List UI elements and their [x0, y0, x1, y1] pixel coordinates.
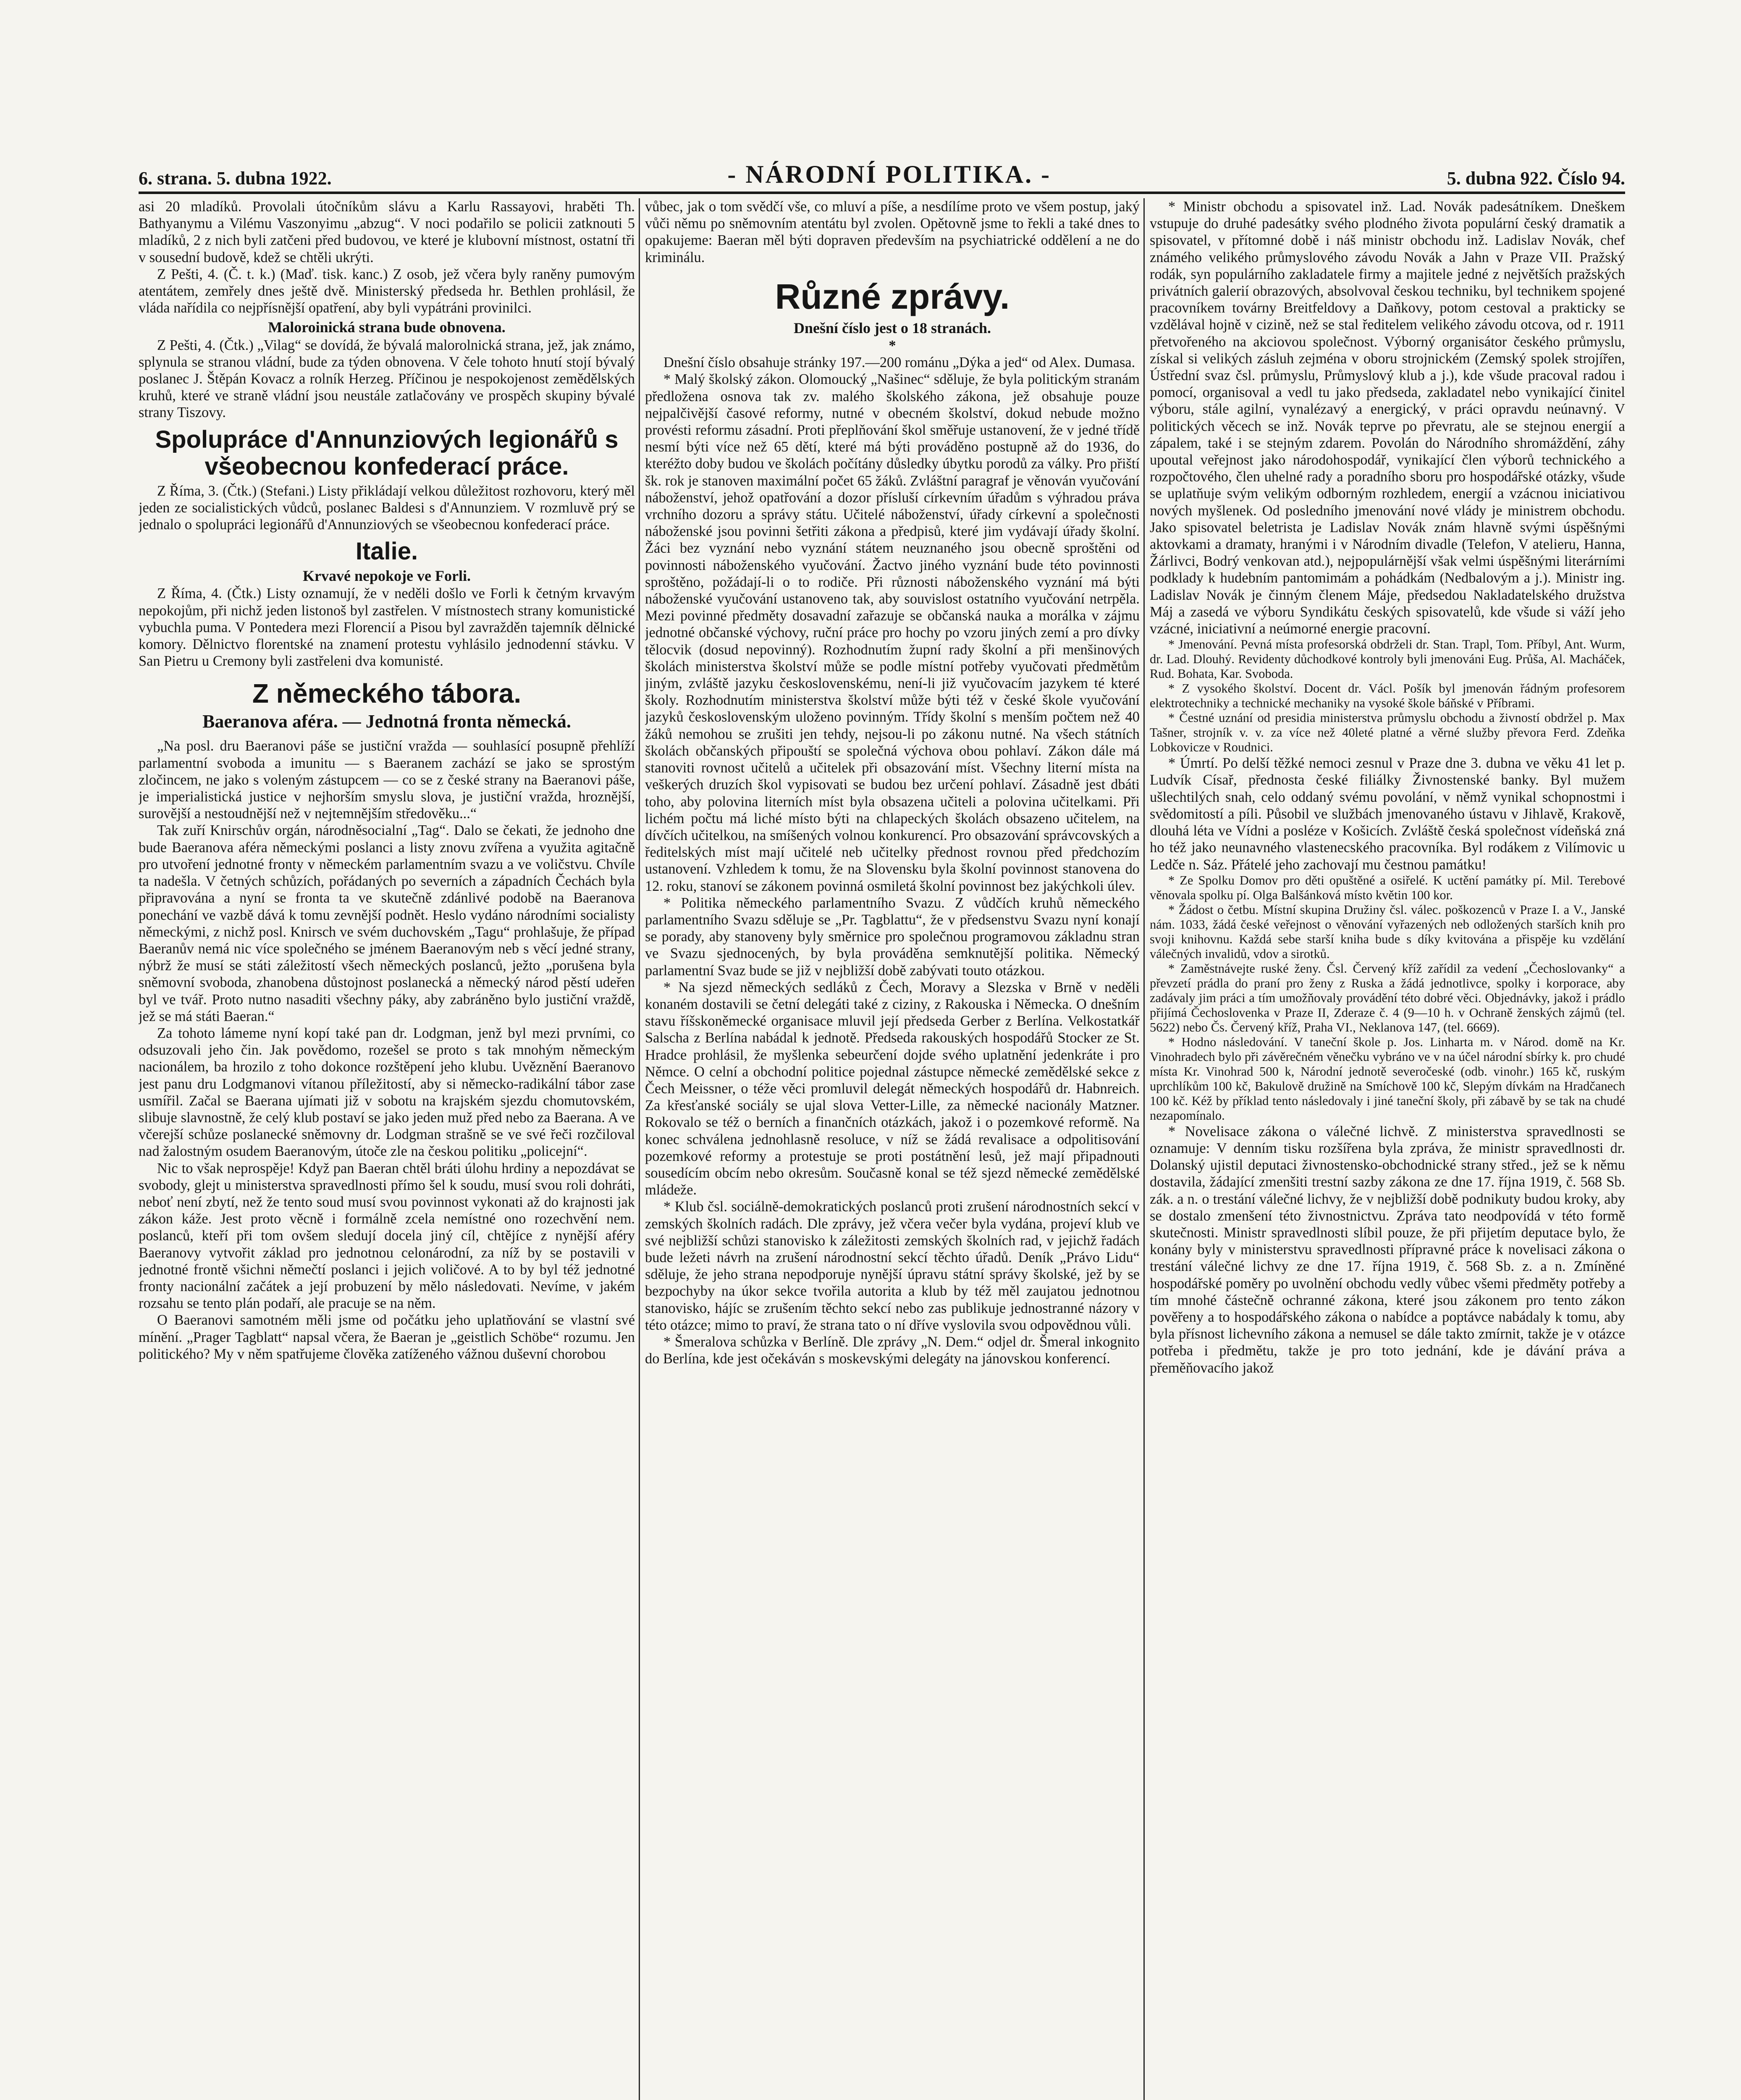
masthead-issue-right: 5. dubna 922. Číslo 94. — [1447, 168, 1625, 189]
subheadline-cislo-stranach: Dnešní číslo jest o 18 stranách. — [794, 319, 991, 336]
article-text: * Jmenování. Pevná místa profesorská obdrželi dr. Stan. Trapl, Tom. Příbyl, Ant. Wurm, dr. Lad. Dlouhý. Revidenty důchodkové kontroly byli jmenováni Eug. Průša, Al. Macháček, Rud. Bohata, Kar. Svoboda. — [1150, 637, 1625, 681]
column-1 — [139, 198, 635, 2100]
headline-italie: Italie. — [355, 538, 418, 565]
headline-ruzne-zpravy: Různé zprávy. — [775, 276, 1010, 316]
masthead-rule — [139, 192, 1625, 194]
article-text: * Malý školský zákon. Olomoucký „Našinec“ sděluje, že byla politickým stranám předložena osnova tak zv. malého školského zákona, jež obsahuje pouze nejpalčivější časové reformy, nutné v obecném školství, dokud nebude možno provésti reformu zásadní. Proti přeplňování škol směřuje ustanovení, že v jedné třídě nesmí býti více než 65 dětí, které má býti prováděno postupně až do 1936, do kteréžto doby budou ve školách počítány důsledky úbytku porodů za války. Pro přiští šk. rok je stanoven maximální počet 65 žáků. Zvláštní paragraf je věnován vyučování náboženství, jehož opatřování a dozor přísluší církevním úřadům s výhradou práva vrchního dozoru a správy státu. Učitelé náboženství, úřady církevní a společnosti náboženské jsou povinni šetřiti zákona a předpisů, které jim vydávají úřady školní. Žáci bez vyznání nebo vyznání státem neuznaného jsou obecně sproštěni od povinnosti náboženského vyučování. Žactvo jiného vyznání bude této povinnosti sproštěno, požádají-li o to rodiče. Při různosti náboženského vyznání má býti náboženské vyučování ustanoveno tak, aby souvislost ostatního vyučování netrpěla. Mezi povinné předměty dosavadní zařazuje se občanská nauka a morálka v zájmu jednotné občanské výchovy, ruční práce pro hochy po vzoru jiných zemí a pro dívky tělocvik (dosud nepovinný). Rozhodnutím župní rady školní a při menšinových školách ministerstva školství může se podle místní potřeby vyučovati předmětům jiným, zvláště jazyku československému, není-li již vyučovacím jazykem té které školy. Rozhodnutím ministerstva školství může býti též v české škole vyučování jazyků československým uloženo povinným. Třídy školní s menším počtem než 40 žáků nemohou se zrušiti jen tehdy, nejsou-li po zákonu nutné. Na všech státních školách občanských připouští se společná výchova obou pohlaví. Zákon dále má stanoviti rovnost učitelů a učitelek při obsazování míst. Všechny literní místa na veškerých druzích škol vypisovati se budou bez určení pohlaví. Zásadně jest dbáti toho, aby polovina literních míst byla obsazena učiteli a polovina učitelkami. Při lichém počtu má liché místo býti na chlapeckých školách obsazeno učitelem, na dívčích učitelkou, na smíšených volnou konkurencí. Pro obsazování správcovských a ředitelských míst mají učitelé neb učitelky přednost rovnou před předchozím ustanovení. Vzhledem k tomu, že na Slovensku byla školní povinnost stanovena do 12. roku, stanoví se zákonem povinná osmiletá školní povinnost bez jakýchkoli úlev. — [645, 371, 1140, 894]
article-text: O Baeranovi samotném měli jsme od počátku jeho uplatňování se vlastní své mínění. „Prager Tagblatt“ napsal včera, že Baeran je „geistlich Schöbe“ rozumu. Jen politického? My v něm spatřujeme člověka zatíženého vážnou duševní chorobou — [139, 1312, 635, 1362]
article-text: * Zaměstnávejte ruské ženy. Čsl. Červený kříž zařídil za vedení „Čechoslovanky“ a převzetí prádla do praní pro ženy z Ruska a žádá jednotlivce, spolky i korporace, aby zadávaly jim práci a tím umožňovaly provádění této dobré věci. Objednávky, jakož i prádlo přijímá Čechoslovenka v Praze II, Zderaze č. 4 (9—10 h. v Ochraně ženských zájmů (tel. 5622) nebo Čs. Červený kříž, Praha VI., Neklanova 147, (tel. 6669). — [1150, 961, 1625, 1034]
headline-spoluprace: Spolupráce d'Annunziových legionářů s všeobecnou konfederací práce. — [155, 425, 619, 480]
article-text: vůbec, jak o tom svědčí vše, co mluví a píše, a nesdílíme proto ve všem postup, jaký vůči němu po sněmovním atentátu byl zvolen. Opětovně jsme to řekli a také dnes to opakujeme: Baeran měl býti dopraven především na psychiatrické oddělení a ne do kriminálu. — [645, 199, 1140, 265]
article-text: * Úmrtí. Po delší těžké nemoci zesnul v Praze dne 3. dubna ve věku 41 let p. Ludvík Císař, přednosta české filiálky Živnostenské banky. Byl mužem ušlechtilých snah, celo oddaný svému povolání, v němž vynikal schopnostmi i svědomitostí a píli. Působil ve službách jmenovaného ústavu v Jihlavě, Krakově, dlouhá léta ve Vídni a posléze v Košicích. Zvláště česká společnost vídeňská zná ho též jako neunavného vlastenecského pracovníka. Byl rodákem z Vilímovic u Ledče n. Sáz. Přátelé jeho zachovají mu čestnou památku! — [1150, 755, 1625, 873]
article-text: * Z vysokého školství. Docent dr. Václ. Pošík byl jmenován řádným profesorem elektrotechniky a technické mechaniky na vysoké škole báňské v Příbrami. — [1150, 681, 1625, 711]
article-text: * Žádost o četbu. Místní skupina Družiny čsl. válec. poškozenců v Praze I. a V., Janské nám. 1033, žádá české veřejnost o věnování vyřazených neb odložených starších knih pro svoji knihovnu. Každá sebe starší kniha bude s díky kvitována a přispěje ku vzdělání válečných invalidů, vdov a sirotků. — [1150, 902, 1625, 961]
article-text: Za tohoto lámeme nyní kopí také pan dr. Lodgman, jenž byl mezi prvními, co odsuzovali jeho čin. Jak povědomo, rozešel se proto s tak mnohým německým nacionálem, ba hrozilo z toho dokonce rozštěpení jeho klubu. Uvěznění Baeranovo jest panu dru Lodgmanovi vítanou příležitostí, aby si německo-radikální tábor zase usmířil. Začal se Baerana ujímati již v sobotu na krajském sjezdu chomutovském, slibuje slavnostně, že celý klub postaví se jako jeden muž před nebo za Baerana. A ve včerejší schůze poslanecké sněmovny dr. Lodgman strašně se ve své řeči rozčiloval nad žalostným osudem Baeranovým, útoče zle na českou politiku „policejní“. — [139, 1025, 635, 1160]
article-text: * Šmeralova schůzka v Berlíně. Dle zprávy „N. Dem.“ odjel dr. Šmeral inkognito do Berlína, kde jest očekáván s moskevskými delegáty na jánovskou konferencí. — [645, 1334, 1140, 1367]
article-text: * Ze Spolku Domov pro děti opuštěné a osiřelé. K uctění památky pí. Mil. Terebové věnovala spolku pí. Olga Balšánková místo květin 100 kor. — [1150, 873, 1625, 902]
article-text: Z Říma, 3. (Čtk.) (Stefani.) Listy přikládají velkou důležitost rozhovoru, který měl jeden ze socialistických vůdců, poslanec Baldesi s d'Annunziem. V rozmluvě prý se jednalo o spolupráci legionářů d'Annunziových se všeobecnou konfederací práce. — [139, 483, 635, 533]
article-text: * Ministr obchodu a spisovatel inž. Lad. Novák padesátníkem. Dneškem vstupuje do druhé padesátky svého plodného života populární český dramatik a spisovatel, v přítomné době i náš ministr obchodu inž. Ladislav Novák, chef známého velikého průmyslového závodu Novák a Jahn v Praze VII. Pražský rodák, syn populárního zakladatele firmy a majitele jedné z největších pražských privátních galerií obrazových, absolvoval českou techniku, byl technikem spojené pracovníkem továrny Breitfeldovy a Daňkovy, potom cestoval a prakticky se vzdělával hojně v cizině, než se stal ředitelem velikého závodu otcova, od r. 1911 přetvořeného na akciovou společnost. Výborný organisátor českého průmyslu, získal si velikých zásluh zejména v oboru strojnickém (Zemský spolek strojířen, Ústřední svaz čsl. průmyslu, Průmyslový klub a j.), kde všude pracoval radou i pomocí, organisoval a vedl tu jako předseda, zakladatel nebo vynikající činitel výboru, stále agilní, vynalézavý a energický, v práci opravdu neúnavný. V politických věcech se inž. Novák teprve po převratu, ale se stejnou energií a zápalem, také i se stejným zdarem. Povolán do Národního shromáždění, záhy upoutal veřejnost jako národohospodář, vynikající člen výborů technického a rozpočtového, člen uhelné rady a poradního sboru pro hospodářské otázky, všude se uplatňuje svým velikým odborným rozhledem, energií a vzácnou iniciativou nových myšlenek. Od posledního jmenování nové vlády je ministrem obchodu. Jako spisovatel beletrista je Ladislav Novák znám hlavně svými úspěšnými aktovkami a dramaty, hranými i v Národním divadle (Telefon, V atelieru, Hanna, Žárlivci, Bodrý venkovan atd.), nejpopulárnější však velmi úspěšnými literárními podklady k hudebním pantomimám a pohádkám (Nedbalovým a j.). Ministr ing. Ladislav Novák je činným členem Máje, předsedou Nakladatelského družstva Máj a zasedá ve výboru Syndikátu českých spisovatelů, kde všude si váží jeho vzácné, iniciativní a neúmorné energie pracovní. — [1150, 199, 1625, 637]
masthead — [139, 155, 1625, 189]
headline-baeranova-afera: Baeranova aféra. — Jednotná fronta německá. — [202, 711, 571, 732]
article-text: * Na sjezd německých sedláků z Čech, Moravy a Slezska v Brně v neděli konaném dostavili se četní delegáti také z ciziny, z Rakouska i Německa. O dnešním stavu říšskoněmecké organisace mluvil její předseda Gerber z Berlína. Velkostatkář Salscha z Berlína nabádal k jednotě. Předseda rakouských hospodářů Stocker ze St. Hradce prohlásil, že myšlenka sebeurčení dojde svého uplatnění jedenkráte i pro Němce. O celní a obchodní politice pojednal zástupce německé zemědělské sekce z Čech Meissner, o téže věci promluvil delegát německých hospodářů dr. Habnreich. Za křesťanské sociály se ujal slova Vetter-Lille, za německé nacionály Matzner. Rokovalo se též o berních a finančních otázkách, jakož i o pozemkové reformě. Na konec schválena jednohlasně resoluce, v níž se žádá revalisace a odpolitisování pozemkové reformy a protestuje se proti postátnění lesů, jež mají připadnouti sousedícím obcím nebo okresům. Současně konal se též sjezd německé zemědělské mládeže. — [645, 979, 1140, 1198]
article-text: * Politika německého parlamentního Svazu. Z vůdčích kruhů německého parlamentního Svazu sděluje se „Pr. Tagblattu“, že v předsenstvu Svazu nyní konají se porady, aby stanoveny byly směrnice pro společnou programovou základnu stran ve Svazu sjednocených, by byla prováděna semknutější politika. Německý parlamentní Svaz bude se již v nejbližší době zabývati touto otázkou. — [645, 895, 1140, 979]
article-text: Nic to však neprospěje! Když pan Baeran chtěl bráti úlohu hrdiny a nepozdávat se svobody, glejt u ministerstva spravedlnosti přímo šel k soudu, musí svou roli dohráti, neboť není zbytí, než že tento soud musí svou povinnost vykonati až do krajnosti jak zákon káže. Jest proto věcně i formálně zcela nemístné ono rozechvění nem. poslanců, kteří při tom ovšem sledují docela jiný cíl, chtějíce z nynější aféry Baeranovy vytvořit základ pro jednotnou celonárodní, za níž by se postavili v jednotné frontě všichni němečtí poslanci i jejich voličové. A to by byl též jednotné fronty nacionální začátek a její probuzení by mělo následovati. Nevíme, v jakém rozsahu se tento plán podaří, ale pracuje se na něm. — [139, 1160, 635, 1312]
article-text: * Hodno následování. V taneční škole p. Jos. Linharta m. v Národ. domě na Kr. Vinohradech bylo při závěrečném věnečku vybráno ve v na účel národní sbírky k. pro chudé místa Kr. Vinohrad 500 k, Národní jednotě severočeské (odb. vinohr.) 165 kč, ruským uprchlíkům 100 kč, Bakulově družině na Smíchově 100 kč, Slepým dívkám na Hradčanech 100 kč. Kéž by příklad tento následovaly i jiné taneční školy, při zábavě by se tak na chudé nezapomínalo. — [1150, 1034, 1625, 1123]
article-text: Z Pešti, 4. (Čtk.) „Vilag“ se dovídá, že bývalá malorolnická strana, jež, jak známo, splynula se stranou vládní, bude za týden obnovena. V čele tohoto hnutí stojí bývalý poslanec J. Štěpán Kovacz a rolník Herzeg. Příčinou je nespokojenost zemědělských kruhů, které ve straně vládní jsou neustále zatlačovány ve prospěch skupiny bývalé strany Tiszovy. — [139, 337, 635, 421]
separator-asterisk: * — [889, 338, 896, 354]
article-text: asi 20 mladíků. Provolali útočníkům slávu a Karlu Rassayovi, hraběti Th. Bathyanymu a Vilému Vaszonyimu „abzug“. V noci podařilo se policii zatknouti 5 mladíků, 2 z nich byli zatčeni před budovou, ve které je klubovní místnost, ostatní tři v sousední budově, kdež se chtěli ukrýti. — [139, 199, 635, 265]
column-3 — [1150, 198, 1625, 2100]
column-divider-2 — [1143, 198, 1145, 2100]
article-text: Z Říma, 4. (Čtk.) Listy oznamují, že v neděli došlo ve Forli k četným krvavým nepokojům, při nichž jeden listonoš byl zastřelen. V místnostech strany komunistické vybuchla puma. V Pontedera mezi Florencií a Pisou byl zavražděn tajemník dělnické komory. Dělnictvo florentské na znamení protestu vyhlásilo jednodenní stávku. V San Pietru u Cremony byli zastřeleni dva komunisté. — [139, 585, 635, 669]
article-text: Z Pešti, 4. (Č. t. k.) (Maď. tisk. kanc.) Z osob, jež včera byly raněny pumovým atentátem, zemřely dnes ještě dvě. Ministerský předseda hr. Bethlen prohlásil, že vláda nařídila co nejpřísnější opatření, aby byli vypátráni provinilci. — [139, 266, 635, 316]
article-text: * Novelisace zákona o válečné lichvě. Z ministerstva spravedlnosti se oznamuje: V denním tisku rozšířena byla zpráva, že ministr spravedlnosti dr. Dolanský ujistil deputaci živnostensko-obchodnické strany střed., jež se k němu dostavila, žádající zmenšiti trestní sazby zákona ze dne 17. října 1919, č. 568 Sb. zák. a n. o trestání válečné lichvy, že v nejbližší době podnikuty budou kroky, aby se dostalo zmenšení této živnostnictvu. Zpráva tato neodpovídá v této formě skutečnosti. Ministr spravedlnosti slíbil pouze, že při přijetím deputace bylo, že konány byly v ministerstvu spravedlnosti přípravné práce k novelisaci zákona o trestání válečné lichvy ze dne 17. října 1919, č. 568 Sb. z. a n. Zmíněné hospodářské poměry po uvolnění obchodu vedly vůbec všemi předměty potřeby a tím mnohé částečně ochranné zákona, které jsou zákonem pro tento zákon pověřeny a to hospodářského zákona o nabídce a poptávce nabádaly k tomu, aby byla přísnost lichevního zákona a nemusel se dále takto zmírnit, takže je v otázce potřeba i předmětu, takže je pro toto jednání, kde je dávání práva a přeměňovacího jakož — [1150, 1123, 1625, 1376]
column-2 — [645, 198, 1140, 2100]
headline-malorolnicka: Maloroinická strana bude obnovena. — [268, 319, 506, 336]
article-text: „Na posl. dru Baeranovi páše se justiční vražda — souhlasící posupně přehlíží parlamentní svoboda a imunitu — s Baeranem zachází se jako se sprostým zločincem, ne jako s voleným zástupcem — co se z české strany na Baeranovi páše, je imperialistická justice v nejhorším smyslu slova, je justiční vražda, hroznější, surovější a nestoudnější než v nejtemnějším středověku...“ — [139, 738, 635, 822]
masthead-title: - NÁRODNÍ POLITIKA. - — [727, 160, 1051, 188]
article-text: * Klub čsl. sociálně-demokratických poslanců proti zrušení národnostních sekcí v zemských školních radách. Dle zprávy, jež včera večer byla vydána, projeví klub ve své nejbližší schůzi stanovisko k záležitosti zemských školních rad, v jejichž řadách bude ležeti návrh na zrušení národnostní sekcí těchto úřadů. Deník „Právo Lidu“ sděluje, že jeho strana nepodporuje nynější úpravu státní správy školské, jež by se bezpochyby na úkor sekce tvořila autorita a klub by též měl zaujatou jednotnou stanovisko, hájíc se zrušením těchto sekcí nebo zas publikuje jednostranné názory v této otázce; mimo to praví, že strana tato o ní dříve vyslovila svou odpovědnou vůli. — [645, 1199, 1140, 1333]
column-divider-1 — [639, 198, 640, 2100]
masthead-date-left: 6. strana. 5. dubna 1922. — [139, 168, 332, 189]
headline-z-nemeckeho-tabora: Z německého tábora. — [252, 678, 522, 709]
article-text: Tak zuří Knirschův orgán, národněsocialní „Tag“. Dalo se čekati, že jednoho dne bude Baeranova aféra německými poslanci a listy znovu zvířena a využita agitačně pro utvoření jednotné fronty v německém parlamentním svazu a ve voličstvu. Chvíle ta nadešla. V četných schůzích, pořádaných po severních a západních Čechách byla připravována a nyní se fronta ta ve skutečně zdánlivé podobě na Baeranova ponechání ve vazbě dává k tomu zevnější podnět. Heslo vydáno národními socialisty německými, z nichž posl. Knirsch ve svém duchovském „Tagu“ prohlašuje, že případ Baeranův nemá nic více společného se jménem Baeranovým neb s věcí jedné strany, nýbrž že musí se státi záležitostí všech německých poslanců, ježto „porušena byla sněmovní svoboda, zhanobena důstojnost poslanecká a německý národ pěstí udeřen byl ve tvář. Proto nutno nasaditi všechny páky, aby zabráněno bylo justiční vraždě, jež se má státi Baeran.“ — [139, 822, 635, 1024]
article-text: * Čestné uznání od presidia ministerstva průmyslu obchodu a živností obdržel p. Max Tašner, strojník v. v. za více než 40leté platné a věrné služby převora Ferd. Zdeňka Lobkovicze v Roudnici. — [1150, 711, 1625, 755]
article-text: Dnešní číslo obsahuje stránky 197.—200 románu „Dýka a jed“ od Alex. Dumasa. — [663, 354, 1135, 371]
headline-krvave-nepokoje: Krvavé nepokoje ve Forli. — [303, 567, 471, 585]
